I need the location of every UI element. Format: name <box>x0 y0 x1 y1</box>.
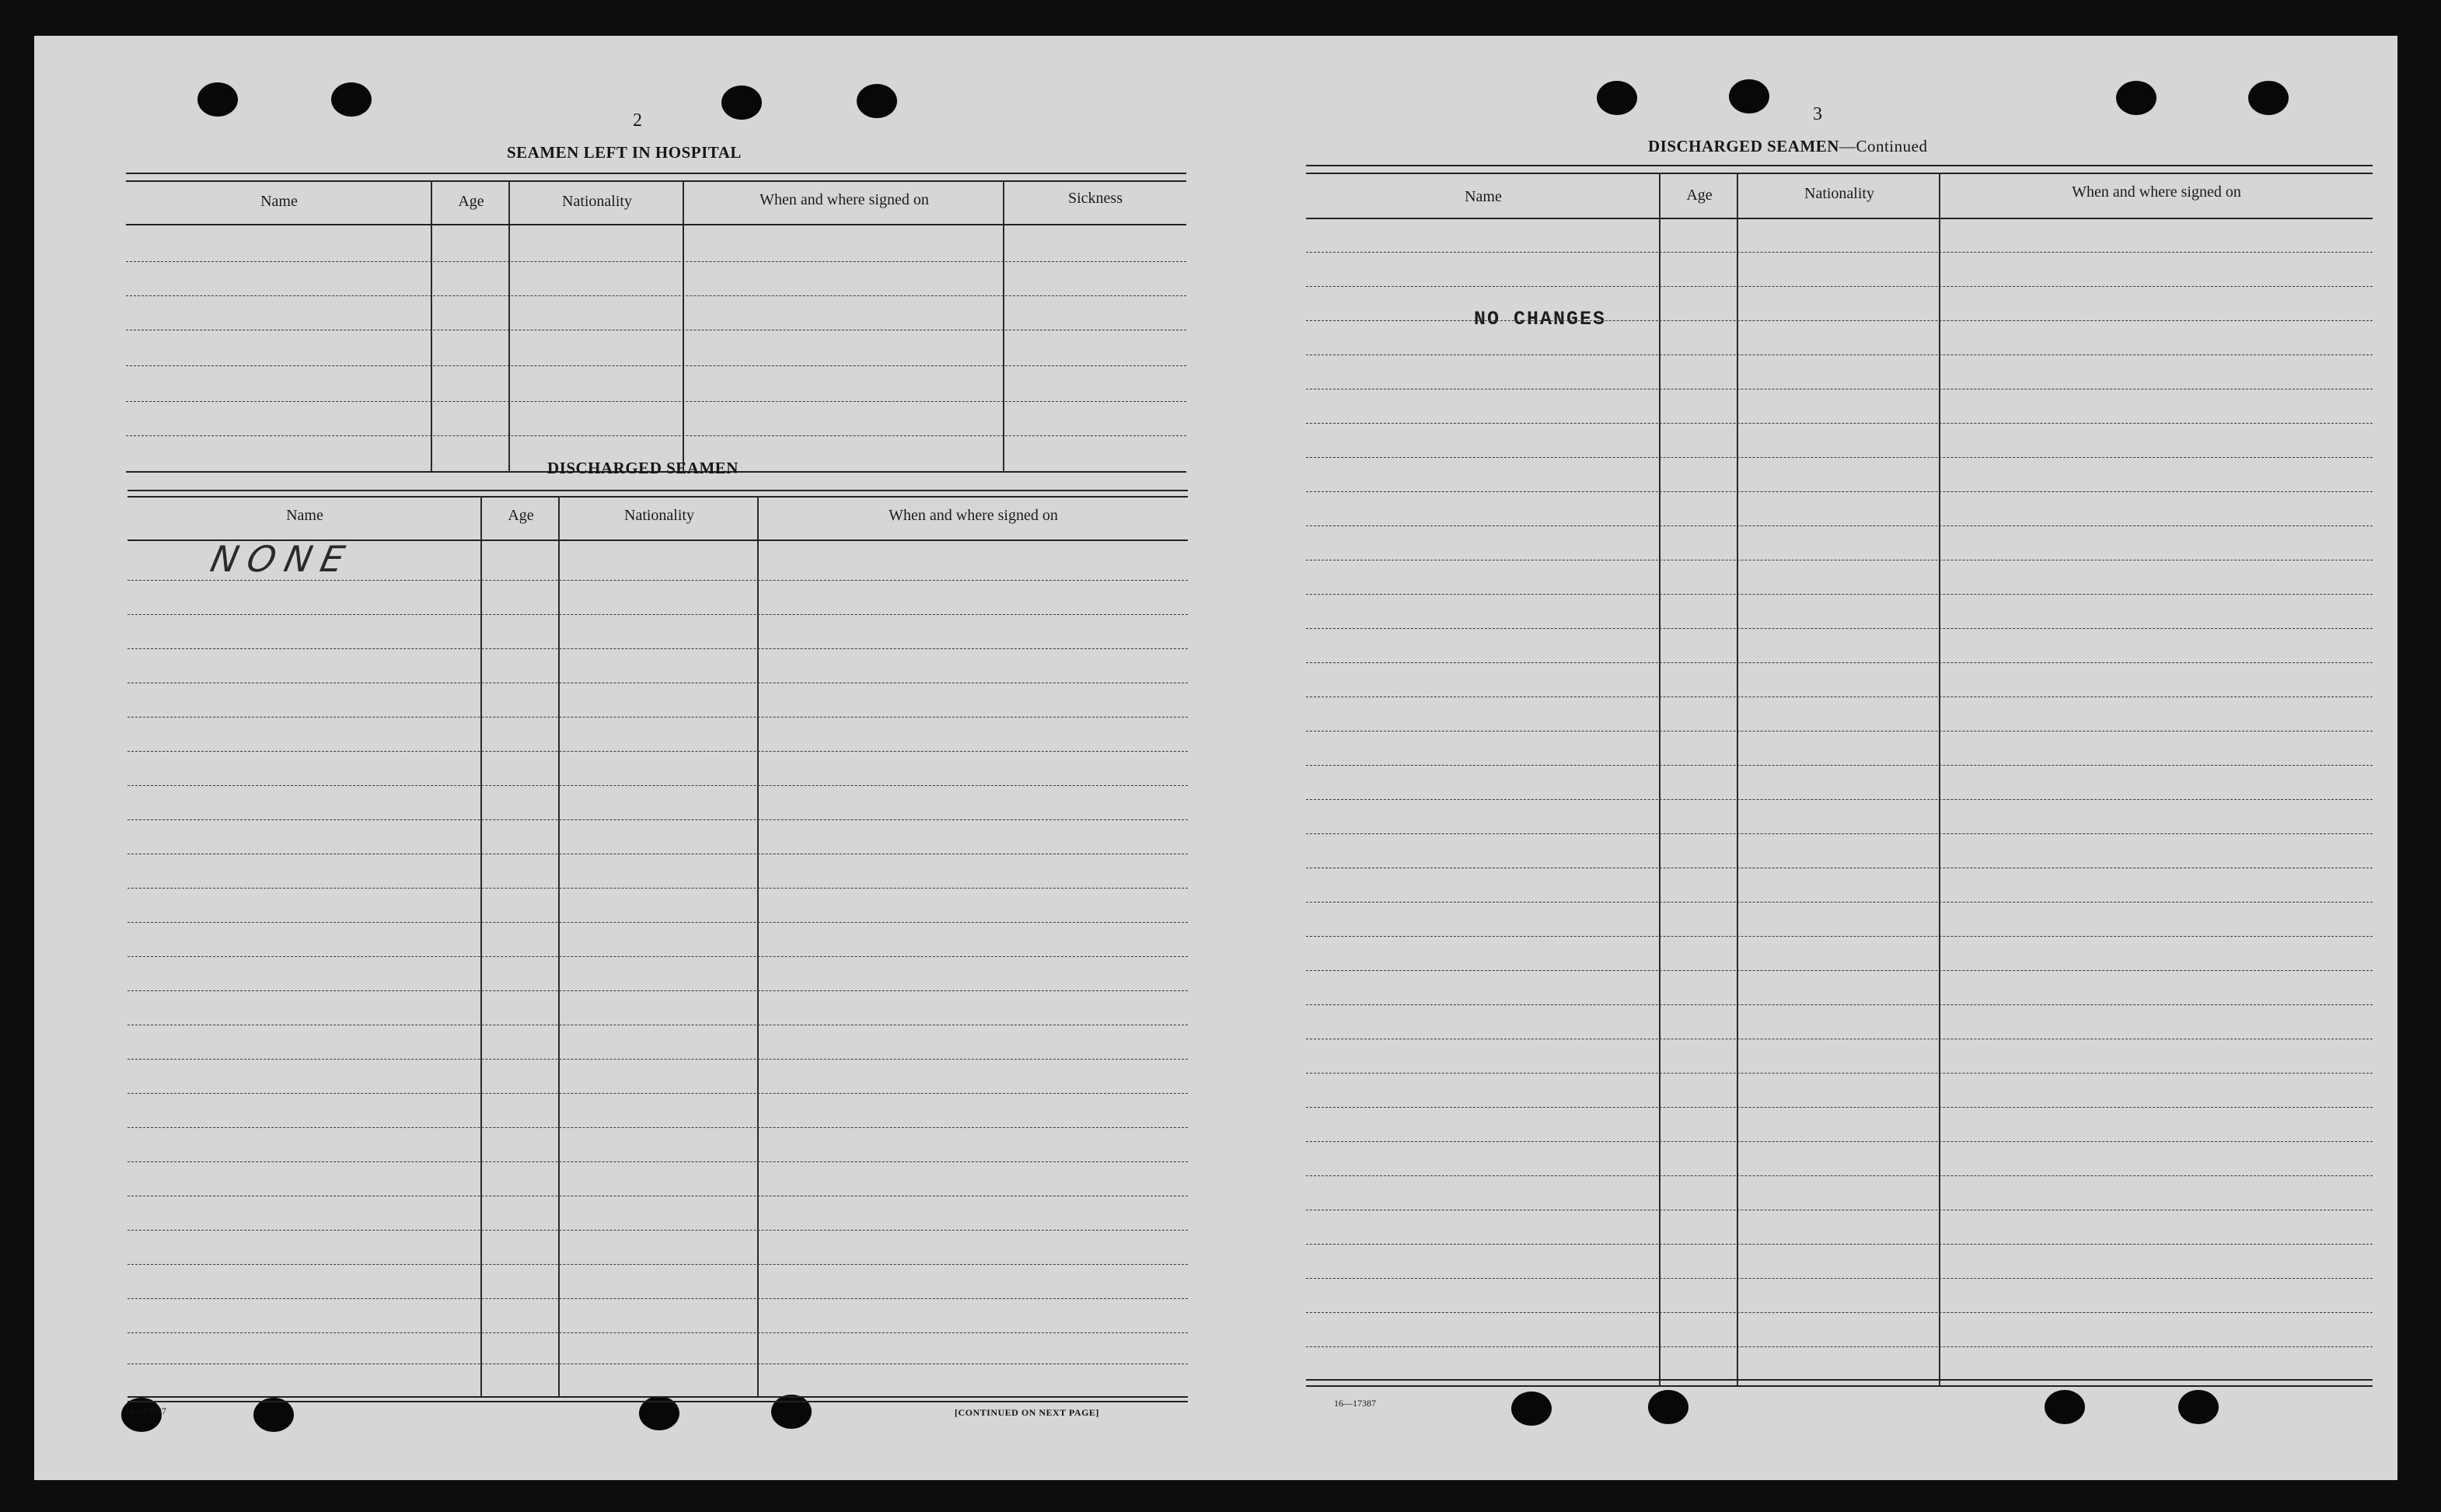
punch-hole <box>331 82 372 117</box>
table-row <box>127 1298 1188 1299</box>
table-top-rule <box>127 496 1188 498</box>
punch-hole <box>253 1398 294 1432</box>
column-header-signed-on: When and where signed on <box>760 191 929 208</box>
column-divider <box>558 496 560 1396</box>
table-row <box>1306 970 2373 971</box>
form-number: 16—17387 <box>1334 1398 1376 1409</box>
punch-hole <box>1729 79 1769 113</box>
table-row <box>1306 1073 2373 1074</box>
table-row <box>1306 491 2373 492</box>
punch-hole <box>197 82 238 117</box>
table-row <box>127 990 1188 991</box>
column-header-sickness: Sickness <box>1068 190 1123 207</box>
table-row <box>1306 1278 2373 1279</box>
table-row <box>1306 423 2373 424</box>
form-number: 16—17387 <box>124 1405 166 1416</box>
table-row <box>1306 1004 2373 1005</box>
punch-hole <box>2045 1390 2085 1424</box>
discharged-continued-title <box>1648 137 1927 156</box>
page-number: 3 <box>1813 104 1822 124</box>
table-row <box>1306 320 2373 321</box>
table-row <box>126 261 1186 262</box>
column-divider <box>757 496 759 1396</box>
table-row <box>127 717 1188 718</box>
table-bottom-rule <box>1306 1379 2373 1381</box>
punch-hole <box>1511 1392 1552 1426</box>
column-header-nationality: Nationality <box>624 507 694 524</box>
table-row <box>1306 765 2373 766</box>
table-row <box>1306 662 2373 663</box>
table-row <box>127 1127 1188 1128</box>
header-rule <box>126 224 1186 225</box>
table-row <box>127 922 1188 923</box>
table-row <box>1306 1244 2373 1245</box>
punch-hole <box>1648 1390 1688 1424</box>
punch-hole <box>2178 1390 2219 1424</box>
table-row <box>1306 252 2373 253</box>
column-divider <box>480 496 482 1396</box>
table-row <box>127 1161 1188 1162</box>
stamped-text: NO CHANGES <box>1474 308 1607 330</box>
table-row <box>127 956 1188 957</box>
column-header-name: Name <box>260 193 298 210</box>
table-bottom-rule <box>127 1396 1188 1398</box>
table-row <box>1306 1175 2373 1176</box>
column-header-age: Age <box>508 507 534 524</box>
handwritten-entry: NONE <box>207 538 358 580</box>
table-row <box>1306 731 2373 732</box>
table-bottom-rule <box>127 1401 1188 1402</box>
punch-hole <box>721 86 762 120</box>
table-top-rule <box>127 490 1188 491</box>
table-row <box>127 1093 1188 1094</box>
table-row <box>126 401 1186 402</box>
record-sheet <box>34 36 2397 1480</box>
table-row <box>126 435 1186 436</box>
table-top-rule <box>1306 173 2373 174</box>
table-row <box>127 1264 1188 1265</box>
table-row <box>127 819 1188 820</box>
table-top-rule <box>126 173 1186 174</box>
table-row <box>127 888 1188 889</box>
table-row <box>1306 902 2373 903</box>
column-header-name: Name <box>1465 188 1502 205</box>
column-header-age: Age <box>458 193 484 210</box>
punch-hole <box>771 1395 812 1429</box>
table-row <box>1306 1141 2373 1142</box>
column-header-name: Name <box>286 507 323 524</box>
column-header-nationality: Nationality <box>562 193 632 210</box>
table-row <box>127 1230 1188 1231</box>
table-row <box>127 648 1188 649</box>
table-row <box>1306 1346 2373 1347</box>
table-bottom-rule <box>1306 1385 2373 1387</box>
hospital-section-title: SEAMEN LEFT IN HOSPITAL <box>507 143 742 162</box>
table-row <box>1306 457 2373 458</box>
discharged-section-title: DISCHARGED SEAMEN <box>547 459 739 477</box>
table-row <box>127 785 1188 786</box>
table-row <box>127 1059 1188 1060</box>
table-row <box>127 614 1188 615</box>
table-row <box>1306 936 2373 937</box>
page-number: 2 <box>633 110 642 131</box>
table-row <box>126 295 1186 296</box>
column-header-nationality: Nationality <box>1804 185 1874 202</box>
table-row <box>1306 594 2373 595</box>
table-row <box>1306 1312 2373 1313</box>
title-suffix: —Continued <box>1839 137 1928 155</box>
continued-note: [CONTINUED ON NEXT PAGE] <box>955 1407 1099 1418</box>
header-rule <box>1306 218 2373 219</box>
table-row <box>126 365 1186 366</box>
table-row <box>1306 799 2373 800</box>
punch-hole <box>2116 81 2156 115</box>
punch-hole <box>1597 81 1637 115</box>
column-header-signed-on: When and where signed on <box>2072 183 2241 201</box>
table-row <box>1306 354 2373 355</box>
table-top-rule <box>126 180 1186 182</box>
table-row <box>1306 286 2373 287</box>
table-row <box>1306 628 2373 629</box>
punch-hole <box>2248 81 2289 115</box>
table-row <box>1306 833 2373 834</box>
column-header-signed-on: When and where signed on <box>889 507 1058 524</box>
punch-hole <box>857 84 897 118</box>
title-main: DISCHARGED SEAMEN <box>1648 137 1839 155</box>
table-top-rule <box>1306 165 2373 166</box>
column-header-age: Age <box>1686 187 1713 204</box>
table-row <box>1306 1107 2373 1108</box>
table-row <box>127 751 1188 752</box>
table-row <box>127 1332 1188 1333</box>
table-row <box>127 580 1188 581</box>
